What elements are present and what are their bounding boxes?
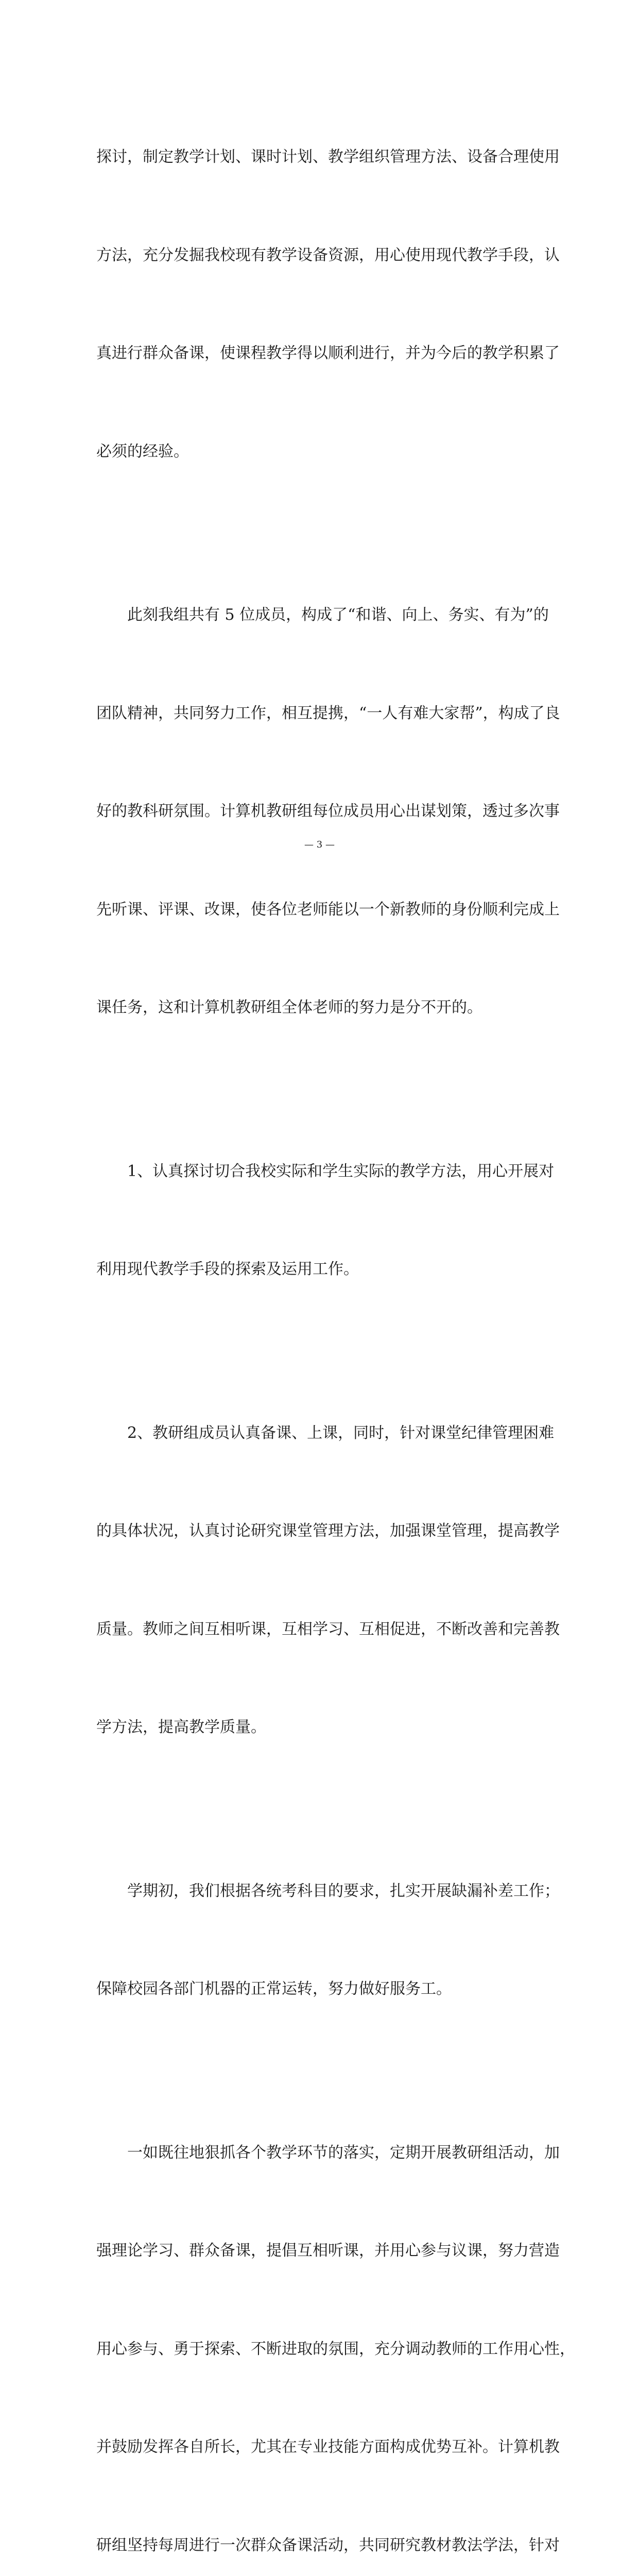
text-line: 团队精神，共同努力工作，相互提携，“一人有难大家帮”，构成了良 (96, 697, 543, 730)
text-line: 课任务，这和计算机教研组全体老师的努力是分不开的。 (96, 991, 543, 1024)
paragraph-3 (96, 1090, 543, 1351)
text-line: 学方法，提高教学质量。 (96, 1711, 543, 1744)
text-line: 保障校园各部门机器的正常运转，努力做好服务工。 (96, 1973, 543, 2006)
text-line: 必须的经验。 (96, 435, 543, 468)
text-line: 方法，充分发掘我校现有教学设备资源，用心使用现代教学手段，认 (96, 239, 543, 272)
paragraph-4 (96, 1351, 543, 1809)
text-line: 一如既往地狠抓各个教学环节的落实，定期开展教研组活动，加 (96, 2137, 543, 2170)
text-line: 2、教研组成员认真备课、上课，同时，针对课堂纪律管理困难 (96, 1417, 543, 1450)
paragraph-1 (96, 75, 543, 533)
text-line: 1、认真探讨切合我校实际和学生实际的教学方法，用心开展对 (96, 1155, 543, 1188)
paragraph-5 (96, 1809, 543, 2071)
text-line: 好的教科研氛围。计算机教研组每位成员用心出谋划策，透过多次事 (96, 795, 543, 828)
paragraph-2 (96, 533, 543, 1090)
text-line: 学期初，我们根据各统考科目的要求，扎实开展缺漏补差工作； (96, 1875, 543, 1908)
text-line: 强理论学习、群众备课，提倡互相听课，并用心参与议课，努力营造 (96, 2234, 543, 2267)
text-line: 此刻我组共有 5 位成员，构成了“和谐、向上、务实、有为”的 (96, 599, 543, 632)
paragraph-6 (96, 2071, 543, 2576)
text-line: 先听课、评课、改课，使各位老师能以一个新教师的身份顺利完成上 (96, 893, 543, 926)
page-number: — 3 — (0, 839, 639, 850)
text-line: 探讨，制定教学计划、课时计划、教学组织管理方法、设备合理使用 (96, 141, 543, 174)
text-line: 真进行群众备课，使课程教学得以顺利进行，并为今后的教学积累了 (96, 337, 543, 370)
document-body (96, 75, 543, 2576)
text-line: 质量。教师之间互相听课，互相学习、互相促进，不断改善和完善教 (96, 1613, 543, 1646)
text-line: 并鼓励发挥各自所长，尤其在专业技能方面构成优势互补。计算机教 (96, 2431, 543, 2464)
text-line: 利用现代教学手段的探索及运用工作。 (96, 1253, 543, 1286)
text-line: 用心参与、勇于探索、不断进取的氛围，充分调动教师的工作用心性， (96, 2333, 543, 2366)
text-line: 研组坚持每周进行一次群众备课活动，共同研究教材教法学法，针对 (96, 2529, 543, 2562)
document-page (0, 0, 639, 904)
text-line: 的具体状况，认真讨论研究课堂管理方法，加强课堂管理，提高教学 (96, 1515, 543, 1548)
